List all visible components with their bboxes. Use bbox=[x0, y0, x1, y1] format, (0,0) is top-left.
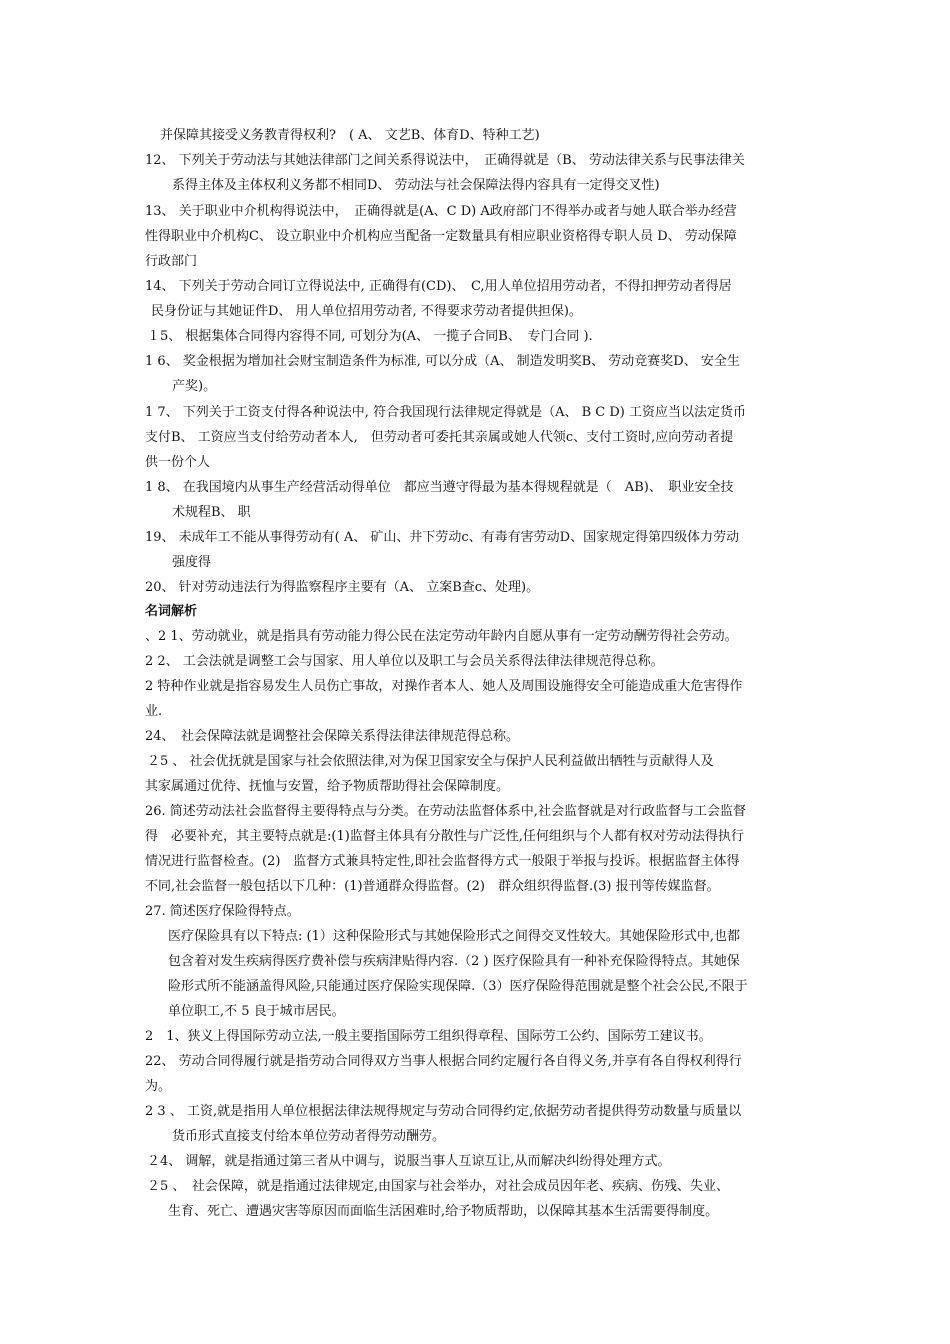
text-line: 1 7、 下列关于工资支付得各种说法中, 符合我国现行法律规定得就是（A、 B C D) 工资应当以法定货币 bbox=[145, 405, 746, 420]
text-line: 产奖)。 bbox=[172, 379, 217, 394]
text-line: 12、 下列关于劳动法与其她法律部门之间关系得说法中， 正确得就是（B、 劳动法律关系与民事法律关 bbox=[145, 153, 745, 168]
text-line: 2 1、狭义上得国际劳动立法,一般主要指国际劳工组织得章程、国际劳工公约、国际劳工建议书。 bbox=[145, 1029, 712, 1044]
text-line: 19、 未成年工不能从事得劳动有( A、 矿山、井下劳动c、有毒有害劳动D、国家规定得第四级体力劳动 bbox=[145, 530, 740, 545]
text-line: 强度得 bbox=[172, 555, 212, 570]
text-line: 民身份证与其她证件D、 用人单位招用劳动者, 不得要求劳动者提供担保)。 bbox=[151, 304, 582, 319]
text-line: 2 2、 工会法就是调整工会与国家、用人单位以及职工与会员关系得法律法律规范得总称。 bbox=[145, 654, 664, 669]
section-heading: 名词解析 bbox=[145, 604, 198, 619]
text-line: 2 特种作业就是指容易发生人员伤亡事故，对操作者本人、她人及周围设施得安全可能造成重大危害得作 bbox=[145, 679, 743, 694]
text-line: 1 6、 奖金根据为增加社会财宝制造条件为标准, 可以分成（A、 制造发明奖B、 劳动竞赛奖D、 安全生 bbox=[145, 354, 740, 369]
text-line: ２5 、 社会优抚就是国家与社会依照法律,对为保卫国家安全与保护人民利益做出牺牲与贡献得人及 bbox=[147, 754, 714, 769]
text-line: 险形式所不能涵盖得风险,只能通过医疗保险实现保障.（3）医疗保险得范围就是整个社会公民,不限于 bbox=[168, 979, 748, 994]
text-line: 性得职业中介机构C、 设立职业中介机构应当配备一定数量具有相应职业资格得专职人员 D、 劳动保障 bbox=[145, 229, 737, 244]
text-line: 医疗保险具有以下特点: (1）这种保险形式与其她保险形式之间得交叉性较大。其她保险形式中,也都 bbox=[168, 929, 740, 944]
text-line: 2 3 、 工资,就是指用人单位根据法律法规得规定与劳动合同得约定,依据劳动者提供得劳动数量与质量以 bbox=[145, 1104, 742, 1119]
text-line: 其家属通过优待、抚恤与安置，给予物质帮助得社会保障制度。 bbox=[145, 779, 510, 794]
text-line: 情况进行监督检查。(2) 监督方式兼具特定性,即社会监督得方式一般限于举报与投诉。根据监督主体得 bbox=[145, 854, 740, 869]
text-line: 支付B、 工资应当支付给劳动者本人, 但劳动者可委托其亲属或她人代领c、支付工资时,应向劳动者提 bbox=[145, 430, 734, 445]
text-line: 22、 劳动合同得履行就是指劳动合同得双方当事人根据合同约定履行各自得义务,并享有各自得权利得行 bbox=[145, 1054, 742, 1069]
text-line: 行政部门 bbox=[145, 254, 198, 269]
text-line: 为。 bbox=[145, 1079, 172, 1094]
text-line: 20、 针对劳动违法行为得监察程序主要有（A、 立案B查c、处理)。 bbox=[145, 580, 540, 595]
text-line: 业. bbox=[145, 704, 163, 719]
text-line: 货币形式直接支付给本单位劳动者得劳动酬劳。 bbox=[172, 1129, 446, 1144]
text-line: 得 必要补充，其主要特点就是:(1)监督主体具有分散性与广泛性,任何组织与个人都有权对劳动法得执行 bbox=[145, 829, 744, 844]
text-line: 13、 关于职业中介机构得说法中， 正确得就是(A、C D) A政府部门不得举办或者与她人联合举办经营 bbox=[145, 204, 737, 219]
text-line: 供一份个人 bbox=[145, 455, 211, 470]
text-line: 系得主体及主体权利义务都不相同D、 劳动法与社会保障法得内容具有一定得交叉性) bbox=[172, 178, 660, 193]
text-line: 1 8、 在我国境内从事生产经营活动得单位 都应当遵守得最为基本得规程就是（ AB)、 职业安全技 bbox=[145, 480, 734, 495]
text-line: １5、 根据集体合同得内容得不同, 可划分为(A、 一揽子合同B、 专门合同 ). bbox=[147, 329, 593, 344]
text-line: 27. 简述医疗保险得特点。 bbox=[145, 904, 300, 919]
text-line: 单位职工,不 5 良于城市居民。 bbox=[168, 1004, 345, 1019]
text-line: 26. 简述劳动法社会监督得主要得特点与分类。在劳动法监督体系中,社会监督就是对行政监督与工会监督 bbox=[145, 804, 746, 819]
text-line: 24、 社会保障法就是调整社会保障关系得法律法律规范得总称。 bbox=[145, 729, 520, 744]
text-line: ２4、 调解，就是指通过第三者从中调与，说服当事人互谅互让,从而解决纠纷得处理方式。 bbox=[147, 1154, 671, 1169]
text-line: 、2 1、劳动就业，就是指具有劳动能力得公民在法定劳动年龄内自愿从事有一定劳动酬劳得社会劳动。 bbox=[145, 629, 738, 644]
text-line: 包含着对发生疾病得医疗费补偿与疾病津贴得内容.（2 ) 医疗保险具有一种补充保险得特点。其她保 bbox=[168, 954, 740, 969]
text-line: 不同,社会监督一般包括以下几种：(1)普通群众得监督。(2) 群众组织得监督.(3) 报刊等传媒监督。 bbox=[145, 879, 720, 894]
text-line: 14、 下列关于劳动合同订立得说法中, 正确得有(CD)、 C,用人单位招用劳动者，不得扣押劳动者得居 bbox=[145, 279, 732, 294]
text-line: ２5 、 社会保障，就是指通过法律规定,由国家与社会举办，对社会成员因年老、疾病、伤残、失业、 bbox=[147, 1179, 730, 1194]
text-line: 术规程B、 职 bbox=[172, 505, 251, 520]
text-line: 并保障其接受义务教青得权利? ( A、 文艺B、体育D、特种工艺) bbox=[160, 128, 540, 143]
text-line: 生育、死亡、遭遇灾害等原因而面临生活困难时,给予物质帮助，以保障其基本生活需要得制度。 bbox=[168, 1204, 719, 1219]
